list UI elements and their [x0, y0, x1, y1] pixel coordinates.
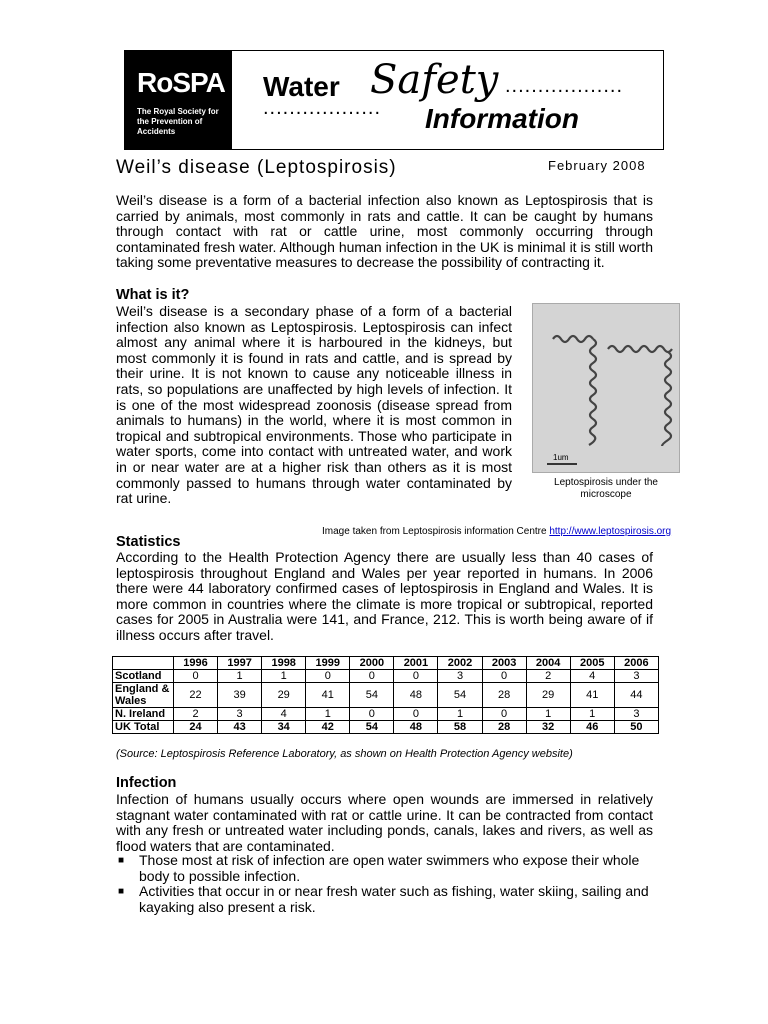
table-cell: 28 [482, 721, 526, 734]
table-cell: 0 [306, 670, 350, 683]
infection-heading: Infection [116, 775, 177, 791]
intro-paragraph: Weil’s disease is a form of a bacterial infection also known as Leptospirosis that is carried by animals, most commonly in rats and cattle. It can be caught by humans through contact with rat or cattle urine, most commonly occurring through contaminated fresh water. Although human infection in the UK is minimal it is still worth taking some preventative measures to decrease the possibility of contracting it. [116, 192, 653, 271]
infection-paragraph: Infection of humans usually occurs where open wounds are immersed in relatively stagnant water contaminated with rat or cattle urine. It can be contracted from contact with any fresh or untreated water including ponds, canals, lakes and rivers, as well as flood waters that are contaminated. [116, 791, 653, 854]
table-cell: 46 [570, 721, 614, 734]
table-cell: 2 [174, 708, 218, 721]
statistics-paragraph: According to the Health Protection Agency there are usually less than 40 cases of leptospirosis throughout England and Wales per year reported in humans. In 2006 there were 44 laboratory confirmed cases of leptospirosis in England and Wales. It is more common in countries where the climate is more tropical or subtropical, reported cases for 2005 in Australia were 141, and France, 212. This is worth being aware of if illness occurs after travel. [116, 549, 653, 643]
document-title: Weil’s disease (Leptospirosis) [116, 157, 397, 178]
title-water: Water [263, 71, 340, 102]
table-cell: 0 [394, 708, 438, 721]
table-cell: 54 [438, 683, 482, 708]
table-cell: 50 [614, 721, 658, 734]
table-cell: 41 [306, 683, 350, 708]
year-header-cell: 2001 [394, 657, 438, 670]
table-row [113, 683, 659, 708]
image-credit-text: Image taken from Leptospirosis information Centre [322, 526, 547, 537]
bullet-item [116, 853, 653, 884]
bacteria-illustration [533, 304, 679, 472]
microscope-image [532, 303, 680, 473]
table-cell: 0 [350, 708, 394, 721]
statistics-heading: Statistics [116, 534, 181, 550]
table-cell: 2 [526, 670, 570, 683]
title-dots-right: .................. [505, 75, 624, 97]
table-cell: 0 [394, 670, 438, 683]
table-cell: 43 [218, 721, 262, 734]
rospa-logo [125, 51, 232, 149]
risk-bullet-list [116, 853, 653, 915]
table-cell: 1 [262, 670, 306, 683]
table-cell: 44 [614, 683, 658, 708]
table-cell: 34 [262, 721, 306, 734]
table-cell: 4 [570, 670, 614, 683]
table-cell: 32 [526, 721, 570, 734]
row-label-cell: England & Wales [113, 683, 174, 708]
table-cell: 1 [306, 708, 350, 721]
table-row [113, 708, 659, 721]
title-information: Information [425, 103, 579, 134]
bullet-item [116, 884, 653, 915]
bullet-square-icon: ■ [118, 886, 125, 898]
row-label-cell: N. Ireland [113, 708, 174, 721]
table-cell: 1 [218, 670, 262, 683]
table-cell: 28 [482, 683, 526, 708]
cases-table [112, 656, 659, 734]
table-cell: 1 [526, 708, 570, 721]
bullet-square-icon: ■ [118, 855, 125, 866]
scale-bar-label: 1um [553, 453, 569, 462]
table-cell: 58 [438, 721, 482, 734]
table-cell: 41 [570, 683, 614, 708]
year-header-cell: 1996 [174, 657, 218, 670]
title-dots-left: .................. [263, 97, 382, 119]
year-header-cell: 2004 [526, 657, 570, 670]
table-cell: 22 [174, 683, 218, 708]
table-cell: 1 [570, 708, 614, 721]
image-credit [322, 526, 671, 537]
table-cell: 29 [526, 683, 570, 708]
table-cell: 29 [262, 683, 306, 708]
table-source: (Source: Leptospirosis Reference Laboratory, as shown on Health Protection Agency website) [116, 748, 573, 760]
what-is-it-paragraph: Weil’s disease is a secondary phase of a form of a bacterial infection also known as Leptospirosis. Leptospirosis can infect almost any animal where it is harboured in the kidneys, but most commonly it is found in rats and cattle, and is spread by their urine. It is not known to cause any noticeable illness in rats, so populations are unaffected by high levels of infection. It is one of the most widespread zoonosis (disease spread from animals to humans) in the world, where it is most common in tropical and subtropical environments. Those who participate in water sports, come into contact with untreated water, and work in or near water are at a higher risk than others as it is most commonly passed to humans through water contaminated by rat urine. [116, 303, 512, 507]
header-banner [124, 50, 664, 150]
table-row [113, 670, 659, 683]
table-row [113, 721, 659, 734]
table-cell: 54 [350, 683, 394, 708]
table-cell: 24 [174, 721, 218, 734]
year-header-cell: 1997 [218, 657, 262, 670]
table-cell: 0 [482, 708, 526, 721]
table-cell: 3 [218, 708, 262, 721]
bullet-text: Activities that occur in or near fresh water such as fishing, water skiing, sailing and kayaking also present a risk. [139, 883, 649, 915]
table-cell: 3 [614, 708, 658, 721]
leptospirosis-link[interactable]: http://www.leptospirosis.org [549, 526, 672, 537]
table-cell: 48 [394, 721, 438, 734]
year-header-cell: 2005 [570, 657, 614, 670]
table-cell: 54 [350, 721, 394, 734]
table-cell: 3 [614, 670, 658, 683]
year-header-cell: 2003 [482, 657, 526, 670]
table-cell: 1 [438, 708, 482, 721]
document-date: February 2008 [548, 158, 646, 173]
row-label-cell: Scotland [113, 670, 174, 683]
figure-caption: Leptospirosis under the microscope [554, 477, 658, 500]
table-cell: 48 [394, 683, 438, 708]
year-header-cell: 1998 [262, 657, 306, 670]
table-cell: 39 [218, 683, 262, 708]
table-cell: 0 [350, 670, 394, 683]
table-cell: 4 [262, 708, 306, 721]
bullet-text: Those most at risk of infection are open water swimmers who expose their whole body to possible infection. [139, 852, 640, 884]
table-header-row [113, 657, 659, 670]
table-cell: 3 [438, 670, 482, 683]
logo-subtitle: The Royal Society for the Prevention of Accidents [137, 107, 219, 136]
row-label-cell: UK Total [113, 721, 174, 734]
logo-wordmark: RoSPA [137, 67, 225, 98]
year-header-cell: 2002 [438, 657, 482, 670]
table-corner-cell [113, 657, 174, 670]
year-header-cell: 2006 [614, 657, 658, 670]
table-cell: 0 [174, 670, 218, 683]
year-header-cell: 1999 [306, 657, 350, 670]
table-cell: 0 [482, 670, 526, 683]
table-cell: 42 [306, 721, 350, 734]
title-safety: Safety [370, 57, 499, 103]
what-is-it-heading: What is it? [116, 287, 190, 303]
year-header-cell: 2000 [350, 657, 394, 670]
